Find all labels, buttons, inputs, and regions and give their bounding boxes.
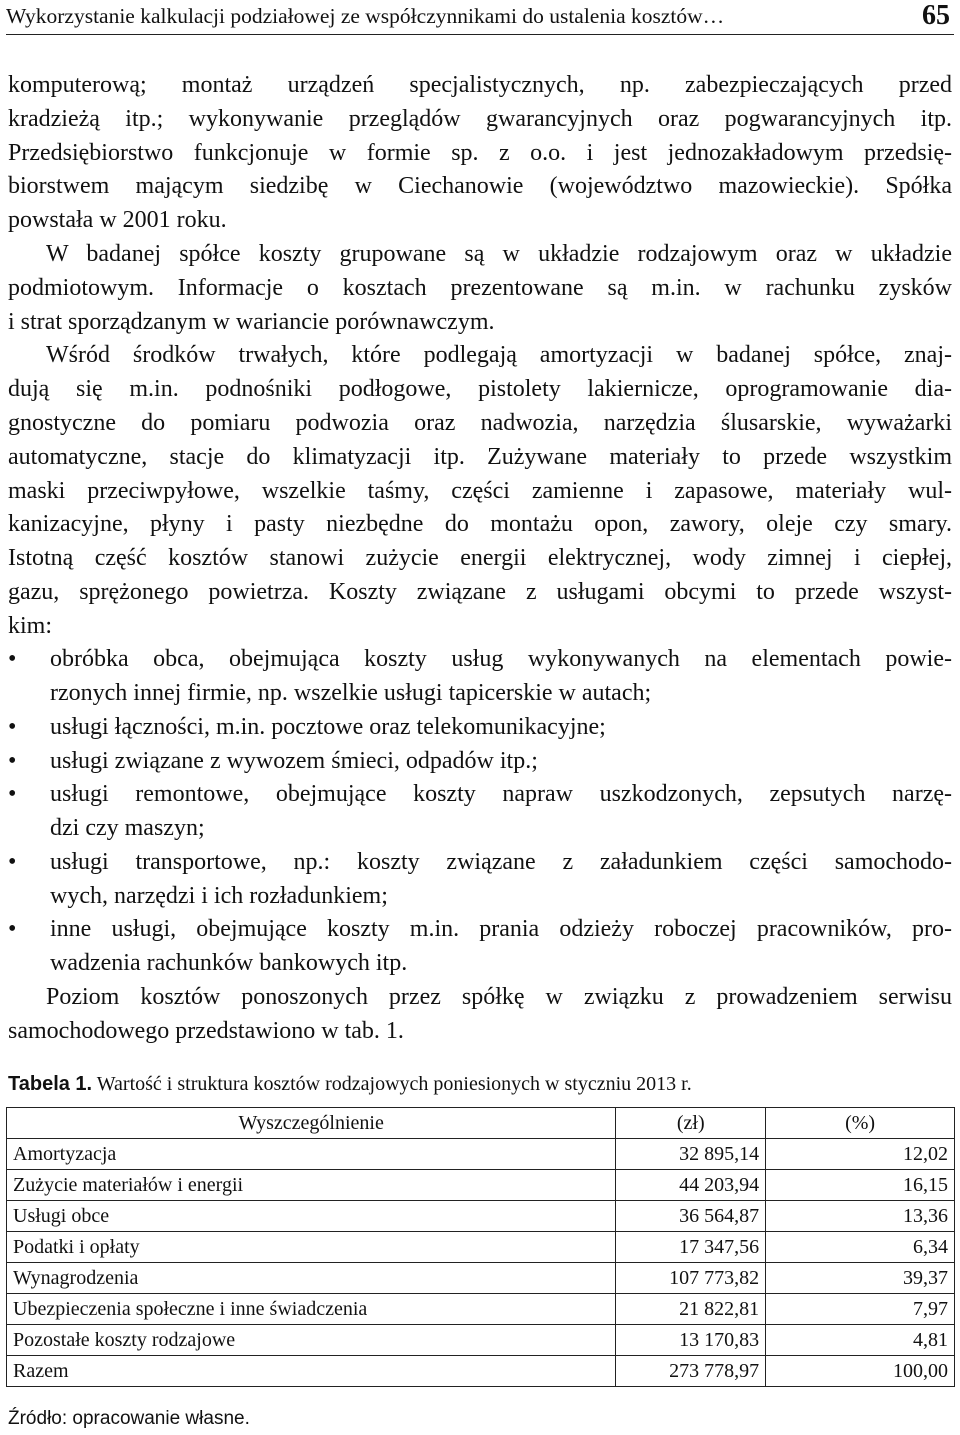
text-line: gazu, sprężonego powietrza. Koszty związane z usługami obcymi to przede wszyst- <box>8 579 952 605</box>
bullet-icon: • <box>8 849 17 875</box>
table-cell: 4,81 <box>766 1325 955 1356</box>
table-row <box>7 1325 955 1356</box>
text-line: kanizacyjne, płyny i pasty niezbędne do montażu opon, zawory, oleje czy smary. <box>8 511 952 537</box>
table-total-row <box>7 1356 955 1387</box>
table-row <box>7 1201 955 1232</box>
text-line: podmiotowym. Informacje o kosztach prezentowane są m.in. w rachunku zysków <box>8 275 952 301</box>
bullet-icon: • <box>8 646 17 672</box>
text-line: biorstwem mającym siedzibę w Ciechanowie (województwo mazowieckie). Spółka <box>8 173 952 199</box>
list-item-text: usługi łączności, m.in. pocztowe oraz telekomunikacyjne; <box>50 714 606 740</box>
table-caption <box>8 1073 692 1096</box>
table-cell: Ubezpieczenia społeczne i inne świadczenia <box>7 1294 616 1325</box>
text-line: dują się m.in. podnośniki podłogowe, pistolety lakiernicze, oprogramowanie dia- <box>8 376 952 402</box>
table-cell: 273 778,97 <box>616 1356 766 1387</box>
text-line: i strat sporządzanym w wariancie porównawczym. <box>8 309 495 335</box>
bullet-icon: • <box>8 748 17 774</box>
table-row <box>7 1263 955 1294</box>
text-line: W badanej spółce koszty grupowane są w układzie rodzajowym oraz w układzie <box>46 241 952 267</box>
text-line: Poziom kosztów ponoszonych przez spółkę w związku z prowadzeniem serwisu <box>46 984 952 1010</box>
bullet-icon: • <box>8 781 17 807</box>
list-item-text: usługi związane z wywozem śmieci, odpadów itp.; <box>50 748 538 774</box>
table-cell: 32 895,14 <box>616 1139 766 1170</box>
text-line: Wśród środków trwałych, które podlegają amortyzacji w badanej spółce, znaj- <box>46 342 952 368</box>
table-cell: 13 170,83 <box>616 1325 766 1356</box>
bullet-icon: • <box>8 916 17 942</box>
list-item-text: rzonych innej firmie, np. wszelkie usługi tapicerskie w autach; <box>50 680 652 706</box>
table-cell: 36 564,87 <box>616 1201 766 1232</box>
table-cell: 39,37 <box>766 1263 955 1294</box>
list-item-text: wadzenia rachunków bankowych itp. <box>50 950 408 976</box>
table-header-row <box>7 1108 955 1139</box>
list-item-text: usługi transportowe, np.: koszty związane z załadunkiem części samochodo- <box>50 849 952 875</box>
table-row <box>7 1170 955 1201</box>
table-cell: 12,02 <box>766 1139 955 1170</box>
list-item-text: inne usługi, obejmujące koszty m.in. prania odzieży roboczej pracowników, pro- <box>50 916 952 942</box>
text-line: gnostyczne do pomiaru podwozia oraz nadwozia, narzędzia ślusarskie, wyważarki <box>8 410 952 436</box>
cost-table <box>6 1107 955 1387</box>
table-row <box>7 1232 955 1263</box>
text-line: kim: <box>8 613 53 639</box>
table-cell: Wynagrodzenia <box>7 1263 616 1294</box>
table-cell: 17 347,56 <box>616 1232 766 1263</box>
running-header <box>6 0 954 35</box>
text-line: powstała w 2001 roku. <box>8 207 227 233</box>
text-line: komputerową; montaż urządzeń specjalistycznych, np. zabezpieczających przed <box>8 72 952 98</box>
table-cell: Zużycie materiałów i energii <box>7 1170 616 1201</box>
table-cell: 44 203,94 <box>616 1170 766 1201</box>
table-cell: Amortyzacja <box>7 1139 616 1170</box>
table-cell: 100,00 <box>766 1356 955 1387</box>
table-cell: 107 773,82 <box>616 1263 766 1294</box>
table-caption-text: Wartość i struktura kosztów rodzajowych poniesionych w styczniu 2013 r. <box>96 1073 692 1095</box>
table-cell: 21 822,81 <box>616 1294 766 1325</box>
list-item-text: obróbka obca, obejmująca koszty usług wykonywanych na elementach powie- <box>50 646 952 672</box>
text-line: Istotną część kosztów stanowi zużycie energii elektrycznej, wody zimnej i ciepłej, <box>8 545 952 571</box>
list-item-text: usługi remontowe, obejmujące koszty napraw uszkodzonych, zepsutych narzę- <box>50 781 952 807</box>
table-cell: Razem <box>7 1356 616 1387</box>
column-header: (%) <box>766 1108 955 1139</box>
table-row <box>7 1139 955 1170</box>
table-cell: 6,34 <box>766 1232 955 1263</box>
text-line: Przedsiębiorstwo funkcjonuje w formie sp. z o.o. i jest jednozakładowym przedsię- <box>8 140 952 166</box>
text-line: maski przeciwpyłowe, wszelkie taśmy, części zamienne i zapasowe, materiały wul- <box>8 478 952 504</box>
column-header: Wyszczególnienie <box>7 1108 616 1139</box>
bullet-icon: • <box>8 714 17 740</box>
table-cell: Pozostałe koszty rodzajowe <box>7 1325 616 1356</box>
text-line: samochodowego przedstawiono w tab. 1. <box>8 1018 404 1044</box>
column-header: (zł) <box>616 1108 766 1139</box>
table-source-note: Źródło: opracowanie własne. <box>8 1408 250 1429</box>
table-caption-label: Tabela 1. <box>8 1073 93 1095</box>
table-cell: 7,97 <box>766 1294 955 1325</box>
table-cell: 16,15 <box>766 1170 955 1201</box>
text-line: automatyczne, stacje do klimatyzacji itp. Zużywane materiały to przede wszystkim <box>8 444 952 470</box>
table-cell: Usługi obce <box>7 1201 616 1232</box>
table-cell: 13,36 <box>766 1201 955 1232</box>
list-item-text: wych, narzędzi i ich rozładunkiem; <box>50 883 388 909</box>
page-number: 65 <box>922 0 950 31</box>
table-row <box>7 1294 955 1325</box>
text-line: kradzieżą itp.; wykonywanie przeglądów gwarancyjnych oraz pogwarancyjnych itp. <box>8 106 952 132</box>
table-cell: Podatki i opłaty <box>7 1232 616 1263</box>
list-item-text: dzi czy maszyn; <box>50 815 205 841</box>
header-title: Wykorzystanie kalkulacji podziałowej ze współczynnikami do ustalenia kosztów… <box>6 4 725 28</box>
